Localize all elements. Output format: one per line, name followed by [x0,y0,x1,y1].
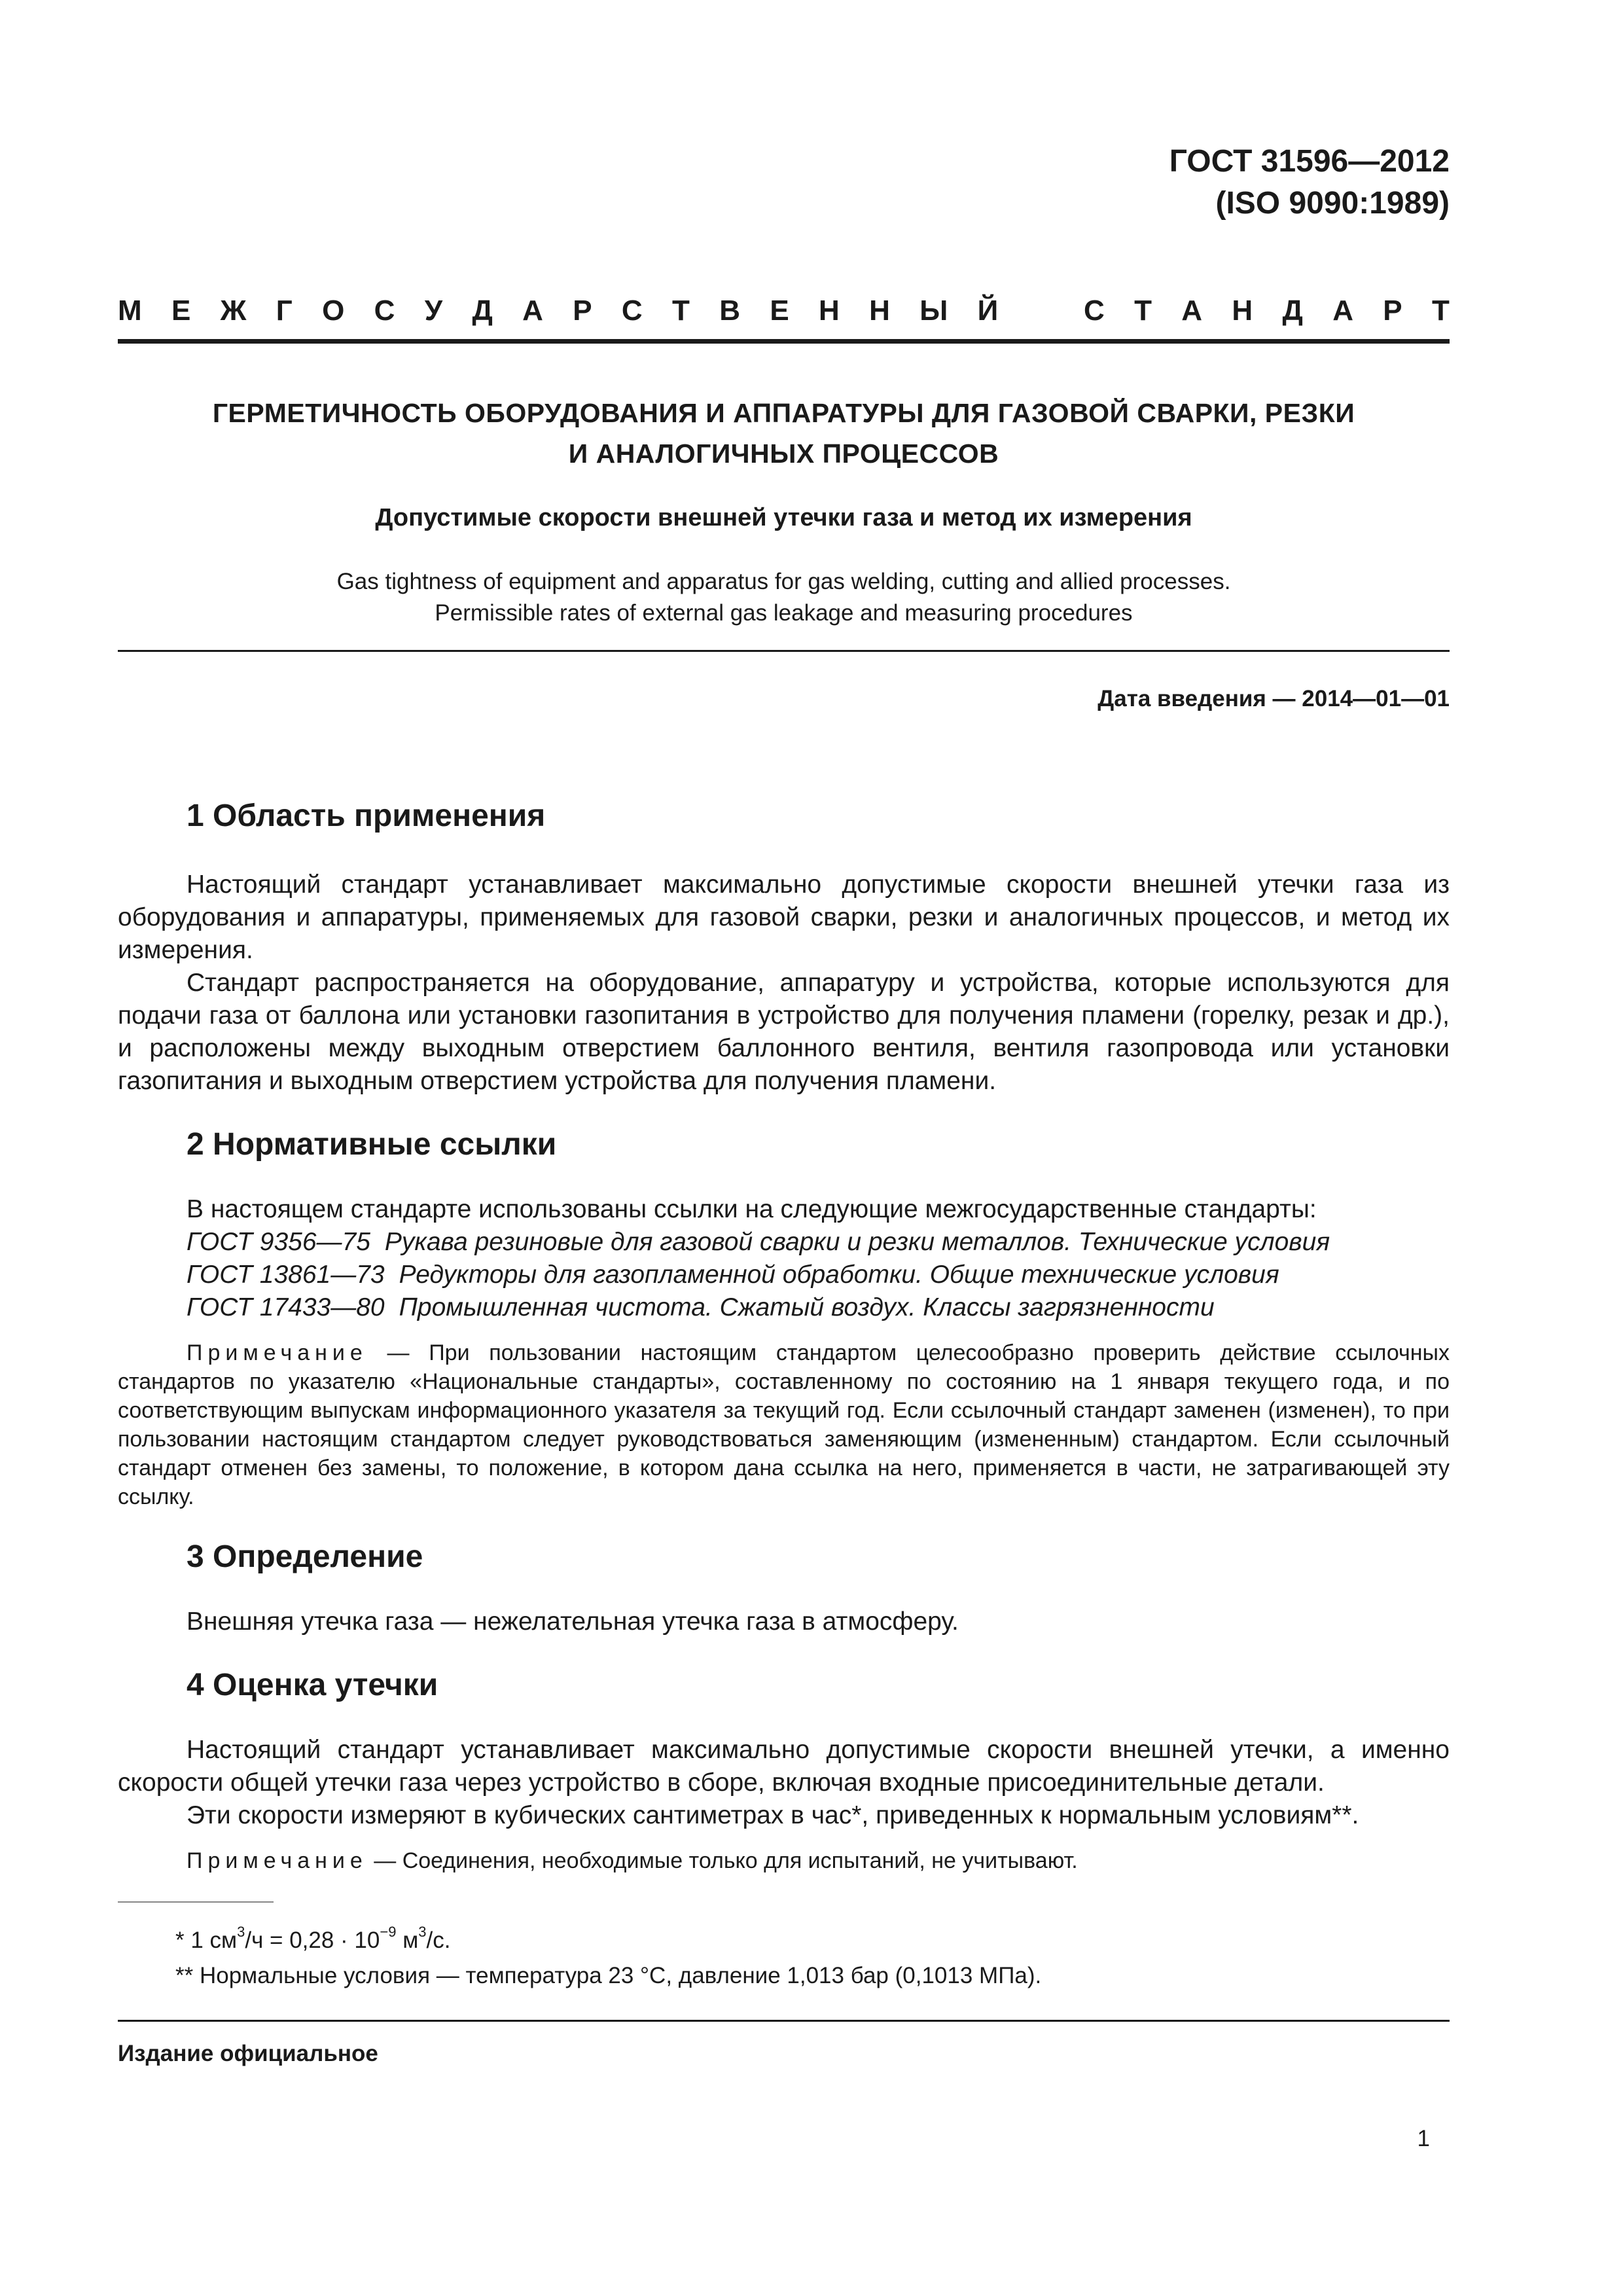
footnote-separator [118,1901,274,1903]
paragraph: Эти скорости измеряют в кубических сантиметрах в час*, приведенных к нормальным условиям**. [187,1801,1359,1829]
banner-letter: У [424,295,443,327]
edition-label: Издание официальное [118,2041,378,2066]
banner-letter: Р [573,295,592,327]
banner-letter: Й [977,295,999,327]
paragraph: Настоящий стандарт устанавливает максимально допустимые скорости внешней утечки газа из оборудования и аппаратуры, применяемых для газовой сварки, резки и аналогичных процессов, и метод их измерения. [118,870,1450,964]
footnote-text: /ч = 0,28 · 10 [245,1928,380,1953]
banner-letter: В [719,295,741,327]
banner-letter: Т [1431,295,1450,327]
reference-item [118,1226,1450,1259]
reference-code: ГОСТ 13861—73 [187,1261,385,1289]
banner-word-gap [1028,295,1054,327]
section-heading: 4 Оценка утечки [187,1668,438,1702]
footnote [118,1923,1450,1958]
banner-letter: Т [672,295,690,327]
reference-title: Промышленная чистота. Сжатый воздух. Классы загрязненности [399,1293,1215,1321]
reference-item [118,1259,1450,1291]
superscript: 3 [237,1924,245,1941]
footnote-text: * 1 см [175,1928,238,1953]
banner-letter: Т [1134,295,1152,327]
banner-letter: А [1181,295,1203,327]
reference-title: Рукава резиновые для газовой сварки и резки металлов. Технические условия [384,1228,1330,1256]
banner-letter: М [118,295,142,327]
page-number: 1 [1417,2126,1430,2151]
footer-divider [118,2020,1450,2022]
note-text: — Соединения, необходимые только для испытаний, не учитывают. [367,1848,1078,1873]
note-label: Примечание [187,1340,368,1365]
banner-letter: С [1083,295,1105,327]
banner-letter: Г [276,295,293,327]
superscript: −9 [380,1924,397,1941]
note-text: — При пользовании настоящим стандартом целесообразно проверить действие ссылочных стандартов по указателю «Национальные стандарты», составленному по состоянию на 1 января текущего года, и по соответствующим выпускам информационного указателя за текущий год. Если ссылочный стандарт заменен (изменен), то при пользовании настоящим стандартом следует руководствоваться заменяющим (измененным) стандартом. Если ссылочный стандарт отменен без замены, то положение, в котором дана ссылка на него, применяется в части, не затрагивающей эту ссылку. [118,1340,1450,1509]
banner-letter: А [1332,295,1353,327]
banner-letter: Д [1282,295,1303,327]
banner-letter: Е [171,295,191,327]
standard-designation [1169,141,1450,224]
footnotes [118,1923,1450,1994]
title-line-1: ГЕРМЕТИЧНОСТЬ ОБОРУДОВАНИЯ И АППАРАТУРЫ ДЛЯ ГАЗОВОЙ СВАРКИ, РЕЗКИ [212,398,1355,428]
reference-code: ГОСТ 9356—75 [187,1228,370,1256]
paragraph: Стандарт распространяется на оборудование, аппаратуру и устройства, которые используются для подачи газа от баллона или установки газопитания в устройство для получения пламени (горелку, резак и др.), и расположены между выходным отверстием баллонного вентиля, вентиля газопровода или установки газопитания и выходным отверстием устройства для получения пламени. [118,969,1450,1095]
reference-code: ГОСТ 17433—80 [187,1293,385,1321]
reference-title: Редукторы для газопламенной обработки. Общие технические условия [399,1261,1279,1289]
footnote-text: /с. [426,1928,451,1953]
document-body [118,795,1450,1875]
standard-type-banner [118,295,1450,327]
document-title [118,393,1450,474]
section-heading: 3 Определение [187,1539,423,1574]
superscript: 3 [418,1924,427,1941]
banner-letter: Е [770,295,789,327]
document-subtitle: Допустимые скорости внешней утечки газа и метод их измерения [375,504,1192,531]
note [118,1846,1450,1875]
banner-letter: С [621,295,643,327]
paragraph: Внешняя утечка газа — нежелательная утечка газа в атмосферу. [187,1607,959,1636]
note-label: Примечание [187,1848,368,1873]
banner-letter: С [374,295,395,327]
introduction-date: Дата введения — 2014—01—01 [1097,686,1450,711]
english-title-line-2: Permissible rates of external gas leakage and measuring procedures [435,600,1133,626]
banner-letter: Ж [220,295,247,327]
banner-letter: Р [1383,295,1402,327]
banner-letter: Д [472,295,493,327]
section-heading: 1 Область применения [187,798,546,833]
footnote: ** Нормальные условия — температура 23 °С, давление 1,013 бар (0,1013 МПа). [175,1963,1042,1988]
footnote-text: м [396,1928,419,1953]
paragraph: В настоящем стандарте использованы ссылки на следующие межгосударственные стандарты: [187,1195,1317,1223]
banner-letter: А [522,295,543,327]
title-line-2: И АНАЛОГИЧНЫХ ПРОЦЕССОВ [568,439,999,469]
english-title-line-1: Gas tightness of equipment and apparatus for gas welding, cutting and allied processes. [336,569,1231,594]
english-title [118,566,1450,629]
note [118,1338,1450,1511]
banner-letter: Н [869,295,890,327]
iso-number: (ISO 9090:1989) [1215,186,1450,221]
paragraph: Настоящий стандарт устанавливает максимально допустимые скорости внешней утечки, а именно скорости общей утечки газа через устройство в сборе, включая входные присоединительные детали. [118,1736,1450,1797]
gost-number: ГОСТ 31596—2012 [1169,144,1450,179]
banner-letter: Н [1232,295,1253,327]
banner-letter: О [322,295,345,327]
banner-letter: Н [819,295,840,327]
reference-item [118,1291,1450,1324]
banner-letter: Ы [919,295,948,327]
header-divider [118,339,1450,344]
title-divider [118,650,1450,652]
section-heading: 2 Нормативные ссылки [187,1127,557,1162]
